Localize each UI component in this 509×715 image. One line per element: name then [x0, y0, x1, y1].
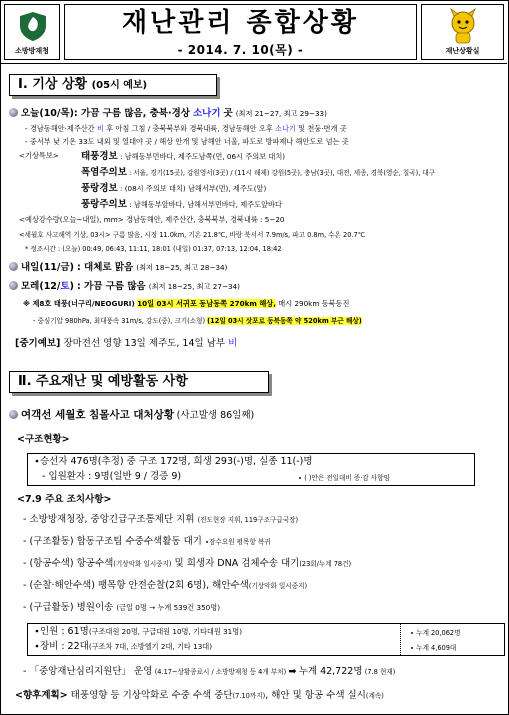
today-bullet-1-shower: 소나기: [275, 124, 296, 133]
measure-1-note: (진도현장 지휘, 119구조구급국장): [197, 516, 299, 524]
warning-row-typhoon: [81, 151, 285, 163]
measure-3: [23, 558, 351, 570]
section2-number: Ⅱ.: [18, 374, 32, 389]
ferry-title: 여객선 세월호 침몰사고 대처상황: [21, 409, 174, 421]
midterm-rain: 비: [228, 338, 238, 349]
section1-banner: [9, 74, 217, 96]
warning-row-wave-advisory: [81, 199, 282, 211]
midterm-forecast: [15, 338, 237, 350]
rescue-note: ∙ ( )안은 전일대비 증·감 사항임: [298, 474, 390, 482]
section1-number: Ⅰ.: [18, 77, 28, 92]
arrow-right-icon: ➡: [288, 666, 297, 677]
report-date: - 2014. 7. 10(목) -: [177, 42, 304, 57]
dayafter-label-close: ): [69, 281, 74, 292]
measure-1: [23, 514, 298, 526]
rescue-line-2: - 입원환자 : 9명(일반 9 / 경증 9): [42, 471, 182, 482]
page-title: 재난관리 종합상황: [122, 8, 359, 38]
personnel-count: ∙인원 : 61명: [34, 626, 89, 637]
section2-banner: [9, 371, 269, 393]
today-bullet-1: [25, 124, 347, 133]
center-text: - 「중앙재난심리지원단」 운영: [23, 666, 153, 677]
today-label: 오늘(10/목): [21, 108, 74, 119]
bullet-icon: [9, 262, 18, 271]
measure-4-note: (기상악화 일시중지): [248, 582, 308, 590]
typhoon-specs: - 중심기압 980hPa, 최대풍속 31m/s, 강도(중), 크기(소형): [33, 317, 206, 325]
tomorrow-forecast: [9, 262, 227, 274]
center-result-note: (7.8 현재): [364, 668, 396, 676]
typhoon-movement: 매시 290km 동북동진: [278, 299, 350, 308]
equipment-count: ∙장비 : 22대: [34, 641, 89, 652]
rescue-title: <구조현황>: [17, 434, 70, 445]
personnel-detail: (구조대원 20명, 구급대원 10명, 기타대원 31명): [88, 627, 242, 636]
future-plan: [15, 690, 384, 702]
measure-5: [23, 602, 220, 614]
rescue-status-box: [27, 453, 475, 486]
today-forecast: [9, 108, 327, 120]
midterm-label: [중기예보]: [15, 338, 61, 349]
warning-label-typhoon: 태풍경보: [81, 151, 118, 162]
typhoon-position: 10일 03시 서귀포 동남동쪽 270km 해상,: [137, 299, 276, 308]
mascot-icon: [444, 7, 482, 45]
warning-row-wave: [81, 183, 266, 195]
ferry-header: [9, 409, 254, 423]
org-logo: [4, 4, 60, 60]
measure-4: [23, 580, 307, 592]
tomorrow-temps: (최저 18~25, 최고 28~34): [136, 263, 228, 272]
today-text: : 가끔 구름 많음, 충북·경상: [73, 108, 190, 119]
section2-title: 주요재난 및 예방활동 사항: [36, 374, 188, 389]
dayafter-label: 모레(12/: [21, 281, 61, 292]
measure-3-main2: 및 희생자 DNA 검체수송 대기: [174, 558, 300, 569]
measure-2-main: - (구조활동) 합동구조팀 수중수색활동 대기: [23, 536, 202, 547]
warning-text-heat: : 서울, 경기(15곳), 강원영서(3곳) / (11시 해제) 강원(5곳), 충남(3곳), 대전, 세종, 경북(영순, 칠곡), 대구: [129, 169, 436, 177]
center-result: 누계 42,722명: [298, 666, 363, 677]
bullet-icon: [9, 410, 18, 419]
measure-2-note: ∙잠수요원 평목항 복귀: [204, 538, 271, 546]
measure-3-note: (기상악화 일시중지): [113, 560, 172, 568]
today-temps: (최저 21~27, 최고 29~33): [235, 109, 327, 118]
measure-3-note2: (23회/누계 78건): [299, 560, 352, 568]
equipment-row: [34, 641, 212, 653]
personnel-total: ∙ 누계 20,062명: [410, 629, 461, 637]
observation: <세월호 사고해역 기상, 03시> 구름 많음, 시정 11.0km, 기온 21.8℃, 바람 북서서 7.9m/s, 파고 0.8m, 수온 20.7℃: [19, 231, 366, 239]
tomorrow-text: : 대체로 맑음: [76, 262, 134, 273]
measure-4-main: - (순찰·해안수색) 팽목항 안전순찰(2회 6명), 해안수색: [23, 580, 249, 591]
section1-subtitle: (05시 예보): [91, 80, 148, 91]
plan-note2: (계속): [365, 692, 384, 700]
typhoon-name: ※ 제8호 태풍(너구리/NEOGURI): [23, 299, 135, 308]
today-bullet-1-text2: 및 천둥·번개 곳: [298, 124, 347, 133]
warning-text-wave: : (08시 주의보 대치) 남해서부(먼), 제주도(앞): [120, 184, 267, 193]
plan-label: <향후계획>: [15, 690, 68, 701]
personnel-row: [34, 626, 242, 638]
deployment-stats-box: [27, 623, 505, 656]
header: [1, 1, 507, 64]
today-bullet-2: - 중서부 낮 기온 33도 내외 및 열대야 곳 / 해상 안개 및 남해안 너울, 파도로 방파제나 해안도로 넘는 곳: [25, 137, 349, 146]
equipment-detail: (구조차 7대, 소방헬기 2대, 기타 13대): [88, 642, 213, 651]
warning-text-wave-advisory: : 남해동부앞바다, 남해서부먼바다, 제주도앞바다: [129, 200, 282, 209]
warning-title: <기상특보>: [19, 151, 59, 160]
dayafter-forecast: [9, 281, 240, 293]
section1-title: 기상 상황: [32, 77, 88, 92]
midterm-text: 장마전선 영향 13일 제주도, 14일 남부: [63, 338, 226, 349]
typhoon-detail: [33, 317, 362, 326]
title-box: [64, 4, 417, 60]
ferry-days: (사고발생 86일째): [176, 410, 255, 421]
today-bullet-1-text: 후 아침 그침 / 충북북부와 경북내륙, 경남동해안 오후: [106, 124, 273, 133]
warning-text-typhoon: : 남해동부먼바다, 제주도남쪽(먼, 06시 주의보 대치): [120, 152, 286, 161]
center-note: (4.17~상황종료시 / 소방방재청 등 4개 부처): [154, 668, 287, 676]
measure-5-note: (금일 0명 → 누계 539건 350명): [116, 603, 220, 612]
org-name-left: 소방방재청: [15, 46, 49, 55]
dayafter-saturday: 토: [60, 281, 70, 292]
warning-label-heat: 폭염주의보: [81, 167, 127, 178]
bullet-icon: [9, 108, 18, 117]
plan-note: (7.10까지): [232, 692, 266, 700]
warning-row-heat: [81, 167, 435, 179]
measure-1-main: - 소방방재청장, 중앙긴급구조통제단 지휘: [23, 514, 195, 525]
org-name-right: 재난상황실: [445, 46, 480, 55]
measure-3-main: - (항공수색) 항공수색: [23, 558, 114, 569]
typhoon-info: [23, 299, 349, 308]
measure-2: [23, 536, 271, 548]
bullet-icon: [9, 281, 18, 290]
measures-title: <7.9 주요 조치사항>: [17, 494, 112, 505]
today-bullet-1-prefix: - 경남동해안·제주산간: [25, 124, 95, 133]
today-text2: 곳: [223, 108, 233, 119]
tide-times: * 정조시간 : (오늘) 00:49, 06:43, 11:11, 18:01 (내일) 01:37, 07:13, 12:04, 18:42: [25, 245, 282, 253]
warning-label-wave-advisory: 풍랑주의보: [81, 199, 127, 210]
plan-text: 태풍영향 등 기상악화로 수중 수색 중단: [70, 690, 233, 701]
warning-label-wave: 풍랑경보: [81, 183, 118, 194]
fire-agency-shield-icon: [17, 10, 49, 42]
dayafter-text: : 가끔 구름 많음: [76, 281, 146, 292]
psych-support-center: [23, 666, 395, 678]
dayafter-temps: (최저 18~25, 최고 27~34): [148, 282, 240, 291]
rescue-line-1: ∙승선자 476명(추정) 중 구조 172명, 희생 293(-)명, 실종 11(-)명: [34, 456, 313, 467]
typhoon-forecast-position: (12일 03시 삿포로 동북동쪽 약 520km 부근 해상): [207, 317, 362, 325]
plan-text2: , 해안 및 항공 수색 실시: [265, 690, 366, 701]
measure-5-main: - (구급활동) 병원이송: [23, 602, 114, 613]
stats-divider: [400, 624, 401, 655]
rainfall-forecast: <예상강수량(오늘~내일), mm> 경남동해안, 제주산간, 충북북부, 경북내륙 : 5~20: [19, 215, 285, 224]
equipment-total: ∙ 누계 4,609대: [410, 644, 457, 652]
today-shower: 소나기: [192, 108, 221, 119]
tomorrow-label: 내일(11/금): [21, 262, 74, 273]
situation-room-logo: [421, 4, 504, 60]
today-bullet-1-rain: 비: [96, 124, 104, 133]
